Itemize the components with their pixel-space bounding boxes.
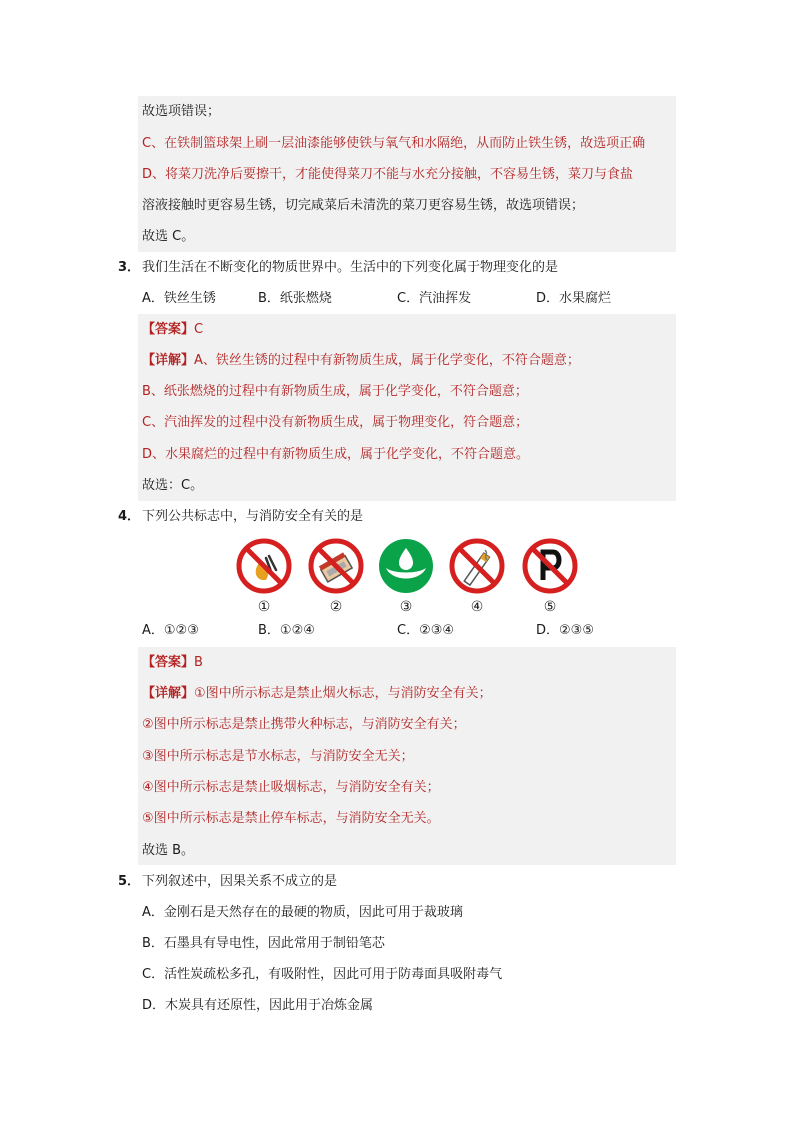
detail-line: B、纸张燃烧的过程中有新物质生成，属于化学变化，不符合题意； (142, 384, 528, 399)
answer-value: C (194, 322, 204, 337)
prev-explanation-line: C、在铁制篮球架上刷一层油漆能够使铁与氧气和水隔绝，从而防止铁生锈，故选项正确 (142, 136, 646, 151)
detail-line: 【详解】①图中所示标志是禁止烟火标志，与消防安全有关； (142, 686, 492, 701)
question-number: 5． (118, 874, 141, 889)
detail-line: 【详解】A、铁丝生锈的过程中有新物质生成，属于化学变化，不符合题意； (142, 353, 580, 368)
no-fireworks-icon (236, 538, 292, 594)
detail-line: ②图中所示标志是禁止携带火种标志，与消防安全有关； (142, 717, 466, 732)
option-b: B．①②④ (258, 623, 315, 638)
answer-label: 【答案】 (142, 322, 195, 337)
option-d: D．木炭具有还原性，因此用于冶炼金属 (142, 998, 374, 1013)
option-a: A．①②③ (142, 623, 199, 638)
option-b: B．石墨具有导电性，因此常用于制铅笔芯 (142, 936, 385, 951)
question-text: 下列叙述中，因果关系不成立的是 (142, 874, 338, 889)
option-c: C．②③④ (397, 623, 455, 638)
sign-caption: ⑤ (543, 599, 557, 615)
question-text: 下列公共标志中，与消防安全有关的是 (142, 509, 364, 524)
answer-box (138, 314, 676, 501)
detail-line: 故选 B。 (142, 843, 195, 858)
detail-label: 【详解】 (142, 686, 195, 701)
detail-line: D、水果腐烂的过程中有新物质生成，属于化学变化，不符合题意。 (142, 447, 530, 462)
detail-line: C、汽油挥发的过程中没有新物质生成，属于物理变化，符合题意； (142, 415, 529, 430)
no-parking-icon (522, 538, 578, 594)
option-d: D．②③⑤ (536, 623, 594, 638)
prev-explanation-line: 故选项错误； (142, 104, 221, 119)
question-number: 3． (118, 260, 141, 275)
sign-caption: ② (329, 599, 343, 615)
detail-label: 【详解】 (142, 353, 195, 368)
sign-caption: ④ (470, 599, 484, 615)
no-flammables-icon (308, 538, 364, 594)
no-smoking-icon (449, 538, 505, 594)
answer-line (142, 321, 203, 339)
sign-caption: ① (257, 599, 271, 615)
sign-caption: ③ (399, 599, 413, 615)
prev-explanation-line: D、将菜刀洗净后要擦干，才能使得菜刀不能与水充分接触，不容易生锈，菜刀与食盐 (142, 167, 634, 182)
water-saving-icon (378, 538, 434, 594)
option-c: C．活性炭疏松多孔，有吸附性，因此可用于防毒面具吸附毒气 (142, 967, 503, 982)
prev-explanation-line: 溶液接触时更容易生锈，切完咸菜后未清洗的菜刀更容易生锈，故选项错误； (142, 198, 585, 213)
option-c: C．汽油挥发 (397, 291, 472, 306)
prev-explanation-line: 故选 C。 (142, 229, 195, 244)
detail-line: ③图中所示标志是节水标志，与消防安全无关； (142, 749, 414, 764)
question-text: 我们生活在不断变化的物质世界中。生活中的下列变化属于物理变化的是 (142, 260, 559, 275)
option-b: B．纸张燃烧 (258, 291, 332, 306)
question-number: 4． (118, 509, 141, 524)
option-d: D．水果腐烂 (536, 291, 612, 306)
answer-line (142, 654, 203, 672)
answer-value: B (194, 655, 203, 670)
option-a: A．金刚石是天然存在的最硬的物质，因此可用于裁玻璃 (142, 905, 463, 920)
detail-line: ④图中所示标志是禁止吸烟标志，与消防安全有关； (142, 780, 440, 795)
detail-line: ⑤图中所示标志是禁止停车标志，与消防安全无关。 (142, 811, 440, 826)
detail-line: 故选：C。 (142, 478, 204, 493)
answer-label: 【答案】 (142, 655, 195, 670)
option-a: A．铁丝生锈 (142, 291, 216, 306)
